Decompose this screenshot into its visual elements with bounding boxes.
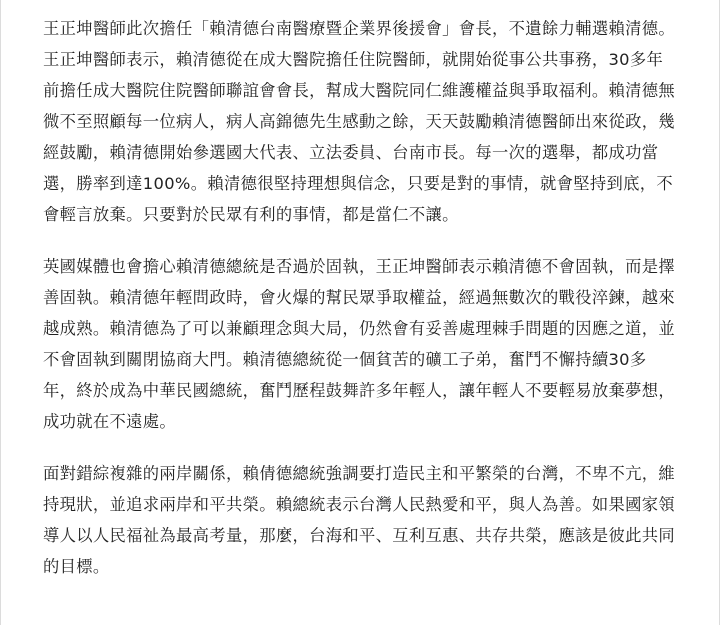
paragraph-1: 王正坤醫師此次擔任「賴清德台南醫療暨企業界後援會」會長，不遺餘力輔選賴清德。王正坤醫師表示，賴清德從在成大醫院擔任住院醫師，就開始從事公共事務，30多年前擔任成大醫院住院醫師聯誼會會長，幫成大醫院同仁維護權益與爭取福利。賴清德無微不至照顧每一位病人，病人高錦德先生感動之餘，天天鼓勵賴清德醫師出來從政，幾經鼓勵，賴清德開始參選國大代表、立法委員、台南市長。每一次的選舉，都成功當選，勝率到達100%。賴清德很堅持理想與信念，只要是對的事情，就會堅持到底，不會輕言放棄。只要對於民眾有利的事情，都是當仁不讓。	[43, 19, 675, 224]
paragraph-2: 英國媒體也會擔心賴清德總統是否過於固執，王正坤醫師表示賴清德不會固執，而是擇善固執。賴清德年輕問政時，會火爆的幫民眾爭取權益，經過無數次的戰役淬鍊，越來越成熟。賴清德為了可以兼顧理念與大局，仍然會有妥善處理棘手問題的因應之道，並不會固執到關閉協商大門。賴清德總統從一個貧苦的礦工子弟，奮鬥不懈持續30多年，終於成為中華民國總統，奮鬥歷程鼓舞許多年輕人，讓年輕人不要輕易放棄夢想，成功就在不遠處。	[43, 257, 675, 431]
article-body	[43, 13, 677, 603]
paragraph-3: 面對錯綜複雜的兩岸關係，賴倩德總統強調要打造民主和平繁榮的台灣，不卑不亢，維持現狀，並追求兩岸和平共榮。賴總統表示台灣人民熱愛和平，與人為善。如果國家領導人以人民福祉為最高考量，那麼，台海和平、互利互惠、共存共榮，應該是彼此共同的目標。	[43, 464, 675, 576]
